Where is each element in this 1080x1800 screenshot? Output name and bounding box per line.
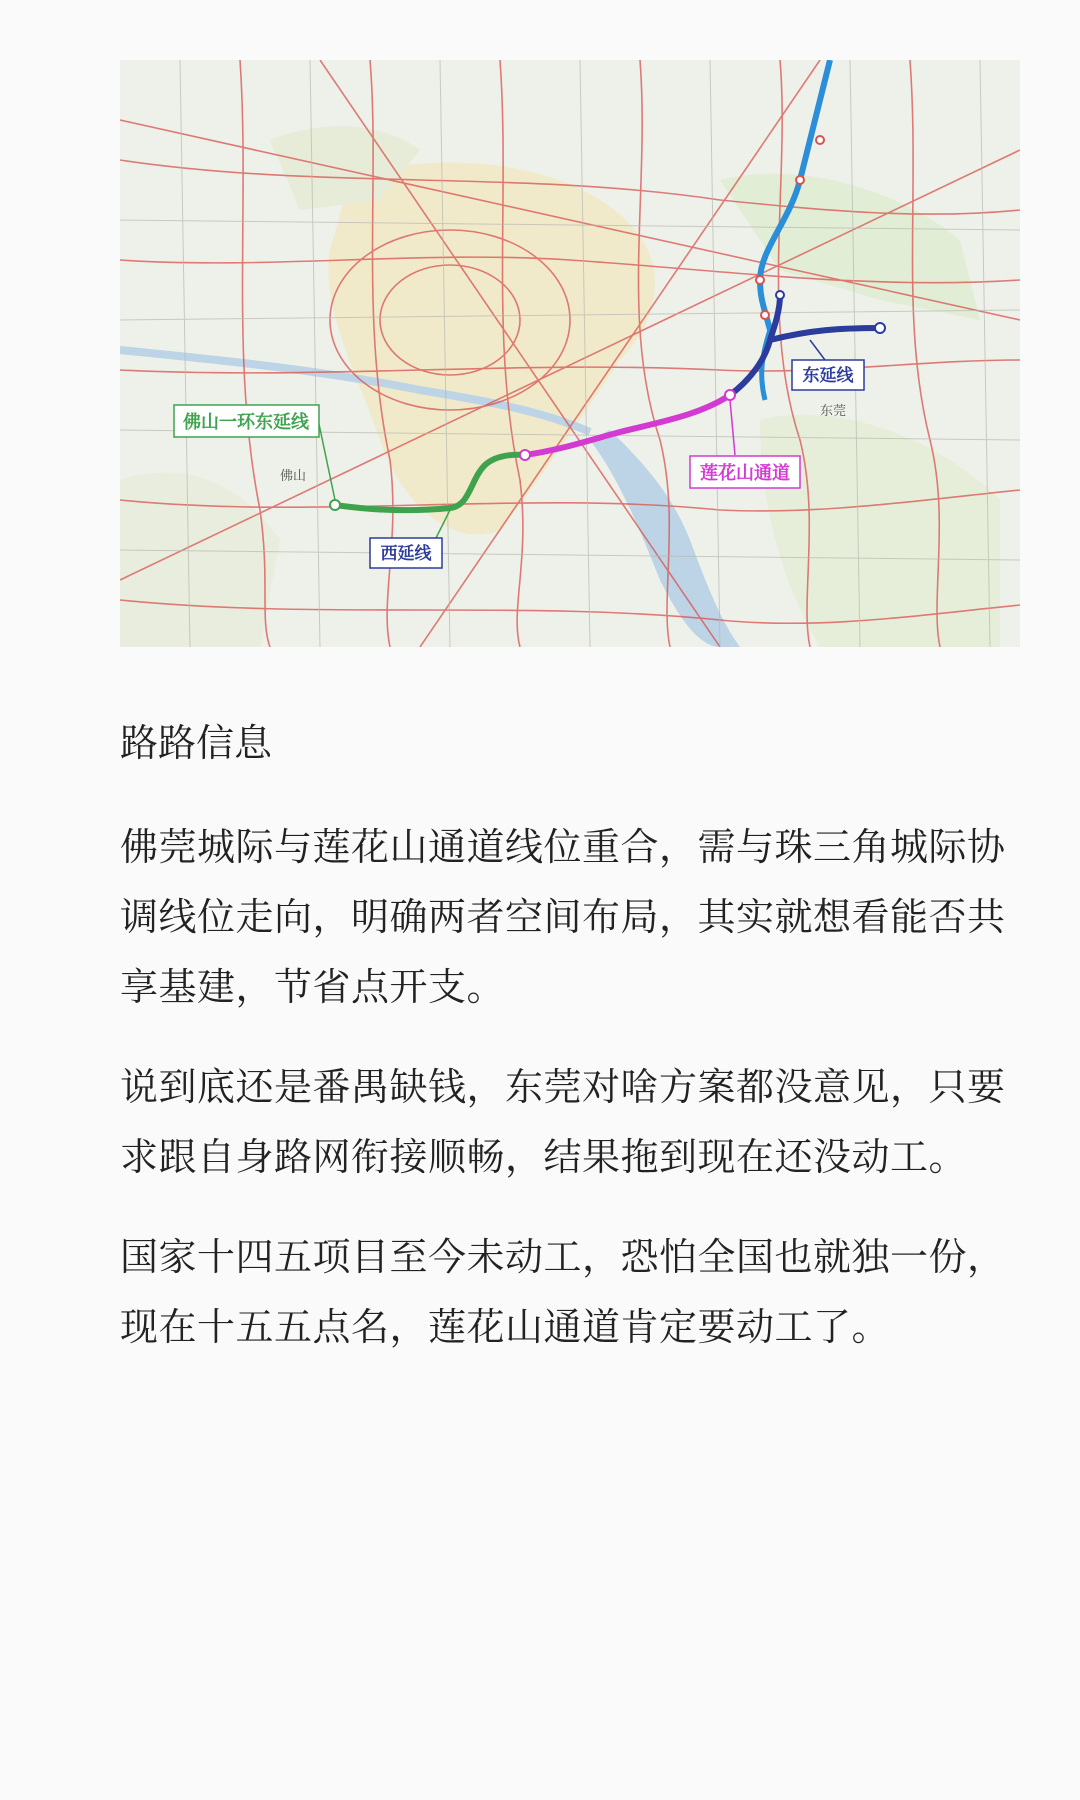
paragraph-3: 国家十四五项目至今未动工，恐怕全国也就独一份，现在十五五点名，莲花山通道肯定要动工了。 (120, 1235, 1006, 1349)
route-map-image (120, 60, 1020, 647)
route-map-svg (120, 60, 1020, 647)
label-foshan: 佛山 (280, 469, 307, 484)
paragraph-1: 佛莞城际与莲花山通道线位重合，需与珠三角城际协调线位走向，明确两者空间布局，其实就想看能否共享基建，节省点开支。 (120, 825, 1006, 1009)
section-heading: 路路信息 (120, 721, 273, 765)
label-lianhuashan: 莲花山通道 (700, 463, 790, 484)
paragraph-2: 说到底还是番禺缺钱，东莞对啥方案都没意见，只要求跟自身路网衔接顺畅，结果拖到现在还没动工。 (120, 1065, 1006, 1179)
label-east-ext: 东延线 (802, 366, 854, 386)
label-dongguan: 东莞 (820, 404, 847, 419)
article-body (120, 718, 1025, 1392)
label-west-ext: 西延线 (380, 544, 432, 564)
label-foshan-east-ext: 佛山一环东延线 (183, 412, 309, 433)
